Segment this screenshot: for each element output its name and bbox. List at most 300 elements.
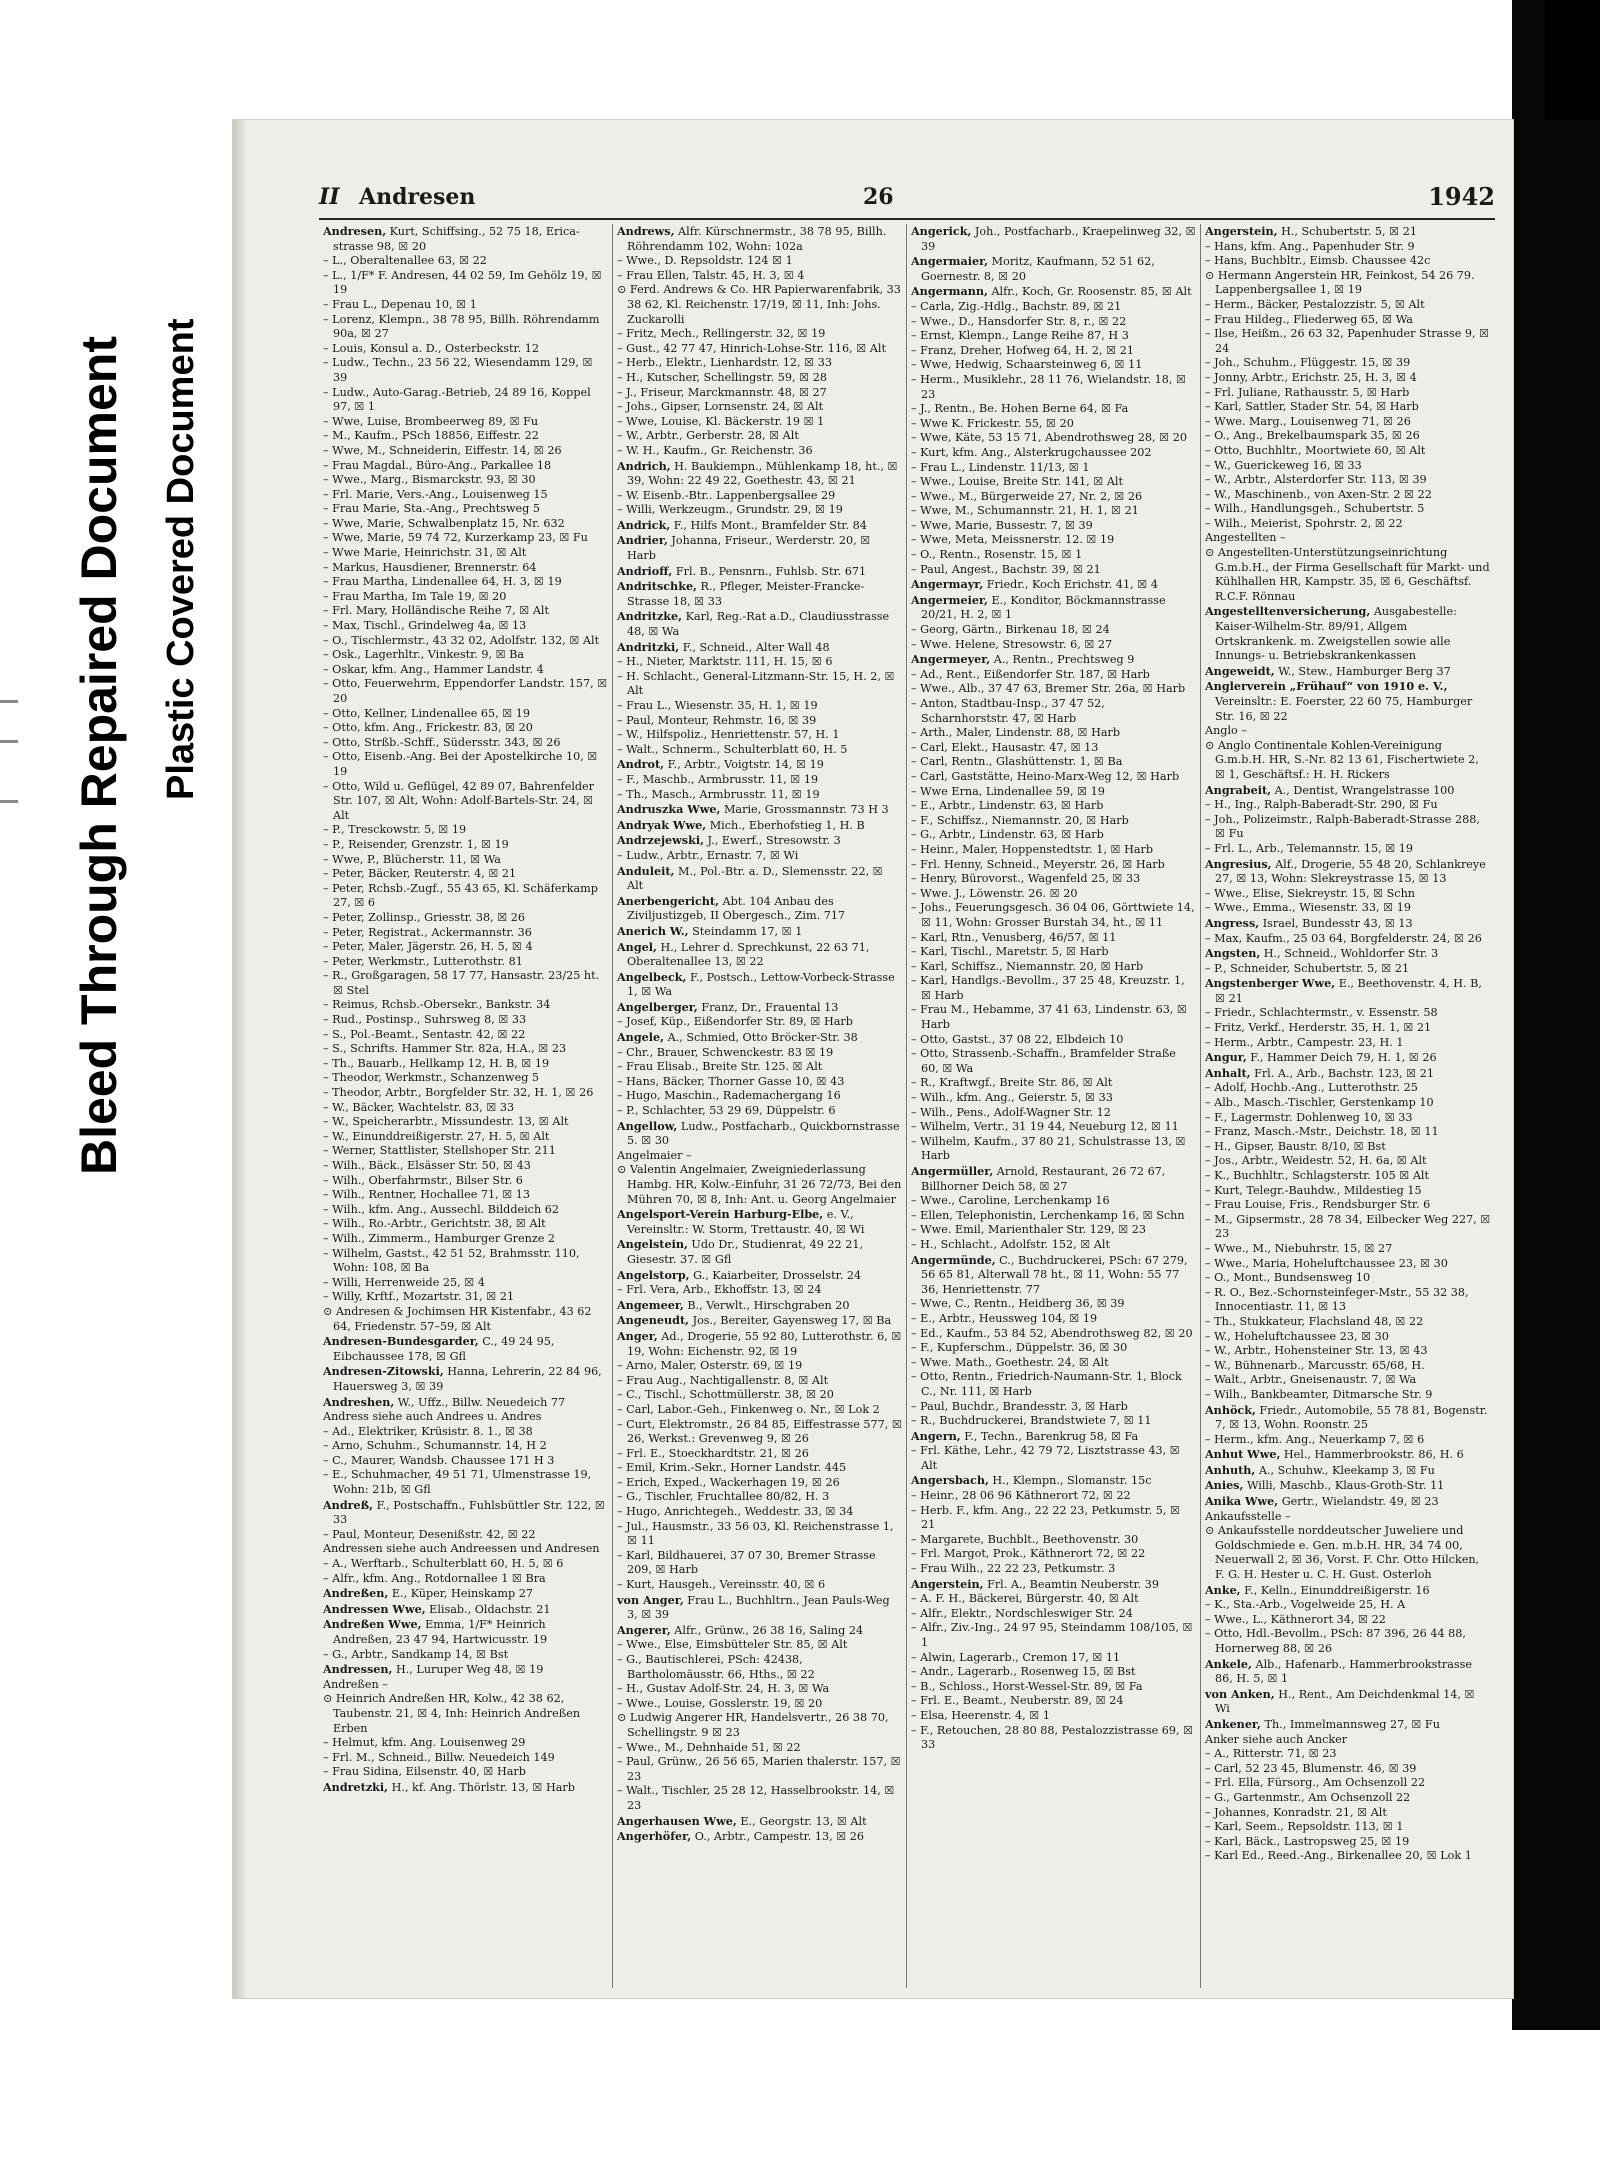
directory-entry: – H., Schlacht., Adolfstr. 152, ☒ Alt [911,1237,1110,1251]
directory-entry: – M., Gipsermstr., 28 78 34, Eilbecker Weg 227, ☒ 23 [1205,1212,1491,1241]
directory-entry: – Joh., Polizeimstr., Ralph-Baberadt-Strasse 288, ☒ Fu [1205,812,1480,841]
directory-entry: – Theodor, Arbtr., Borgfelder Str. 32, H. 1, ☒ 26 [323,1086,594,1100]
directory-entry: – Hugo, Maschin., Rademachergang 16 [617,1089,841,1103]
directory-entry: – Erich, Exped., Wackerhagen 19, ☒ 26 [617,1475,840,1489]
directory-entry: – F., Kupferschm., Düppelstr. 36, ☒ 30 [911,1341,1128,1355]
directory-entry: – G., Arbtr., Sandkamp 14, ☒ Bst [323,1647,509,1661]
directory-entry: – Frau Martha, Im Tale 19, ☒ 20 [323,589,507,603]
directory-entry: – Ellen, Telephonistin, Lerchenkamp 16, ☒ Schn [911,1208,1185,1222]
directory-entry: – Ad., Rent., Eißendorfer Str. 187, ☒ Harb [911,667,1150,681]
directory-entry: – W., Bäcker, Wachtelstr. 83, ☒ 33 [323,1100,515,1114]
directory-entry: Angersbach, H., Klempn., Slomanstr. 15c [911,1473,1152,1488]
directory-entry: – Wwe., Else, Eimsbütteler Str. 85, ☒ Alt [617,1638,848,1652]
directory-entry: Andrzejewski, J., Ewerf., Stresowstr. 3 [617,833,841,848]
directory-entry: Andryak Wwe, Mich., Eberhofstieg 1, H. B [617,817,865,832]
directory-entry: – Frl. E., Stoeckhardtstr. 21, ☒ 26 [617,1446,809,1460]
directory-entry: – Karl Ed., Reed.-Ang., Birkenallee 20, ☒ Lok 1 [1205,1849,1472,1863]
page-binding-shadow [233,120,247,1998]
directory-entry: Angerer, Alfr., Grünw., 26 38 16, Saling 24 [617,1622,864,1637]
directory-entry: – G., Arbtr., Lindenstr. 63, ☒ Harb [911,828,1104,842]
directory-entry: Andreßen Wwe, Emma, 1/F* Heinrich Andreßen, 23 47 94, Hartwicusstr. 19 [323,1617,548,1646]
directory-entry: – G., Bautischlerei, PSch: 42438, Bartholomäusstr. 66, Hths., ☒ 22 [617,1653,815,1681]
directory-entry: Anerbengericht, Abt. 104 Anbau des Ziviljustizgeb, II Obergesch., Zim. 717 [617,893,846,923]
directory-entry: – W. H., Kaufm., Gr. Reichenstr. 36 [617,443,813,457]
page-header [319,174,1495,220]
directory-entry: – Lorenz, Klempn., 38 78 95, Billh. Röhrendamm 90a, ☒ 27 [323,312,600,341]
directory-entry: – Wwe Marie, Heinrichstr. 31, ☒ Alt [323,546,527,560]
directory-entry: – Karl, Rtn., Venusberg, 46/57, ☒ 11 [911,930,1117,944]
directory-entry: – Ilse, Heißm., 26 63 32, Papenhuder Strasse 9, ☒ 24 [1205,327,1490,355]
directory-entry: – Wwe., L., Käthnerort 34, ☒ 22 [1205,1612,1386,1626]
directory-entry: – Wilh., Pens., Adolf-Wagner Str. 12 [911,1105,1111,1119]
directory-entry: – Wwe, P., Blücherstr. 11, ☒ Wa [323,852,501,866]
directory-entry: – W. Eisenb.-Btr.. Lappenbergsallee 29 [617,488,836,502]
directory-entry: Andressen siehe auch Andreessen und Andresen [323,1542,600,1556]
directory-entry: – Th., Masch., Armbrusstr. 11, ☒ 19 [617,787,820,801]
directory-entry: – Adolf, Hochb.-Ang., Lutterothstr. 25 [1205,1081,1418,1095]
directory-entry: – Wwe. Marg., Louisenweg 71, ☒ 26 [1205,414,1411,428]
directory-entry: – C., Tischl., Schottmüllerstr. 38, ☒ 20 [617,1388,834,1402]
directory-entry: – Wilh., Oberfahrmstr., Bilser Str. 6 [323,1173,523,1187]
directory-entry: – Joh., Schuhm., Flüggestr. 15, ☒ 39 [1205,356,1411,370]
directory-entry: Angestelltenversicherung, Ausgabestelle: Kaiser-Wilhelm-Str. 89/91, Allgem Ortskrankenk. m. Zweigstellen sowie alle Innungs- u. Betriebskrankenkassen [1205,604,1457,663]
directory-entry: – Helmut, kfm. Ang. Louisenweg 29 [323,1736,526,1750]
directory-entry: – A. F. H., Bäckerei, Bürgerstr. 40, ☒ Alt [911,1592,1139,1606]
directory-entry: – Frau Aug., Nachtigallenstr. 8, ☒ Alt [617,1373,829,1387]
entry-columns [319,224,1495,1988]
directory-entry: – S., Schrifts. Hammer Str. 82a, H.A., ☒ 23 [323,1042,567,1056]
directory-entry: – Wwe, Luise, Brombeerweg 89, ☒ Fu [323,414,539,428]
directory-entry: Angelberger, Franz, Dr., Frauental 13 [617,999,839,1014]
directory-entry: – Wwe., Marg., Bismarckstr. 93, ☒ 30 [323,473,536,487]
directory-entry: – R., Großgaragen, 58 17 77, Hansastr. 23/25 ht. ☒ Stel [323,969,600,997]
directory-entry: – Frau Wilh., 22 22 23, Petkumstr. 3 [911,1562,1116,1576]
directory-entry: – Frl. Henny, Schneid., Meyerstr. 26, ☒ Harb [911,857,1165,871]
directory-entry: – A., Ritterstr. 71, ☒ 23 [1205,1747,1337,1761]
directory-entry: Anduleit, M., Pol.-Btr. a. D., Slemensstr. 22, ☒ Alt [617,863,883,893]
directory-entry: – Willy, Krftf., Mozartstr. 31, ☒ 21 [323,1290,515,1304]
directory-entry: Andrioff, Frl. B., Pensnrn., Fuhlsb. Str. 671 [617,563,867,578]
directory-entry: – Wwe., D., Hansdorfer Str. 8, r., ☒ 22 [911,314,1127,328]
directory-entry: – Peter, Registrat., Ackermannstr. 36 [323,925,532,939]
directory-entry: – Wilh., kfm. Ang., Geierstr. 5, ☒ 33 [911,1091,1113,1105]
directory-entry: – Kurt, kfm. Ang., Alsterkrugchaussee 202 [911,445,1152,459]
directory-entry: ⊙ Anglo Continentale Kohlen-Vereinigung G.m.b.H. HR, S.-Nr. 82 13 61, Fischertwiete 2, ☒ 1, Geschäftsf.: H. H. Rickers [1205,738,1479,781]
directory-entry: – E., Schuhmacher, 49 51 71, Ulmenstrasse 19, Wohn: 21b, ☒ Gfl [323,1468,592,1497]
directory-entry: – Wwe. J., Löwenstr. 26. ☒ 20 [911,886,1078,900]
directory-entry: – R., Kraftwgf., Breite Str. 86, ☒ Alt [911,1076,1113,1090]
directory-entry: Angermünde, C., Buchdruckerei, PSch: 67 279, 56 65 81, Alterwall 78 ht., ☒ 11, Wohn: 55 77 36, Henriettenstr. 77 [911,1252,1188,1296]
directory-entry: Andritzki, F., Schneid., Alter Wall 48 [617,639,830,654]
directory-entry: – Arno, Maler, Osterstr. 69, ☒ 19 [617,1359,803,1373]
directory-entry: – G., Gartenmstr., Am Ochsenzoll 22 [1205,1790,1411,1804]
directory-entry: – P., Reisender, Grenzstr. 1, ☒ 19 [323,837,509,851]
directory-entry: – Franz, Masch.-Mstr., Deichstr. 18, ☒ 11 [1205,1125,1439,1139]
directory-entry: – Willi, Herrenweide 25, ☒ 4 [323,1275,485,1289]
directory-entry: Angern, F., Techn., Barenkrug 58, ☒ Fa [911,1428,1139,1443]
directory-entry: Anger, Ad., Drogerie, 55 92 80, Lutterothstr. 6, ☒ 19, Wohn: Eichenstr. 92, ☒ 19 [617,1328,902,1358]
directory-entry: ⊙ Ankaufsstelle norddeutscher Juweliere und Goldschmiede e. Gen. m.b.H. HR, 34 74 00, Neuerwall 2, ☒ 36, Vorst. F. Chr. Otto Hilcken, F. G. H. Hester u. C. H. Gust. Osterloh [1205,1524,1480,1582]
directory-entry: Angelstein, Udo Dr., Studienrat, 49 22 21, Giesestr. 37. ☒ Gfl [617,1237,864,1266]
directory-entry: – W., Speicherarbtr., Missundestr. 13, ☒ Alt [323,1115,569,1129]
directory-entry: – Herm., Arbtr., Campestr. 23, H. 1 [1205,1035,1404,1049]
directory-entry: – Oskar, kfm. Ang., Hammer Landstr. 4 [323,662,544,676]
directory-entry: – Karl, Tischl., Maretstr. 5, ☒ Harb [911,945,1109,959]
directory-entry: – H., Gustav Adolf-Str. 24, H. 3, ☒ Wa [617,1682,830,1696]
directory-entry: – Carla, Zig.-Hdlg., Bachstr. 89, ☒ 21 [911,299,1122,313]
directory-entry: Andreshen, W., Uffz., Billw. Neuedeich 77 [323,1394,566,1409]
directory-entry: – Franz, Dreher, Hofweg 64, H. 2, ☒ 21 [911,343,1134,357]
directory-entry: – Carl, Rentn., Glashüttenstr. 1, ☒ Ba [911,755,1123,769]
directory-entry: – Ad., Elektriker, Krüsistr. 8. 1., ☒ 38 [323,1424,533,1438]
directory-entry: – Wwe, Meta, Meissnerstr. 12. ☒ 19 [911,533,1115,547]
directory-entry: – Alb., Masch.-Tischler, Gerstenkamp 10 [1205,1096,1434,1110]
directory-entry: – K., Sta.-Arb., Vogelweide 25, H. A [1205,1598,1406,1612]
directory-entry: – Karl, Handlgs.-Bevollm., 37 25 48, Kreuzstr. 1, ☒ Harb [911,974,1185,1002]
directory-entry: – Otto, kfm. Ang., Frickestr. 83, ☒ 20 [323,721,533,735]
directory-entry: – Wwe., M., Bürgerweide 27, Nr. 2, ☒ 26 [911,489,1143,503]
directory-entry: – Georg, Gärtn., Birkenau 18, ☒ 24 [911,623,1110,637]
directory-entry: – Otto, Strassenb.-Schaffn., Bramfelder Straße 60, ☒ Wa [911,1047,1176,1075]
directory-entry: – W., Arbtr., Alsterdorfer Str. 113, ☒ 39 [1205,473,1427,487]
directory-entry: – Wwe., Alb., 37 47 63, Bremer Str. 26a, ☒ Harb [911,682,1186,696]
directory-entry: – Jul., Hausmstr., 33 56 03, Kl. Reichenstrasse 1, ☒ 11 [617,1519,894,1548]
directory-entry: – Frl. Vera, Arb., Ekhoffstr. 13, ☒ 24 [617,1283,822,1297]
directory-entry: – Max, Tischl., Grindelweg 4a, ☒ 13 [323,619,527,633]
directory-entry: ⊙ Andresen & Jochimsen HR Kistenfabr., 43 62 64, Friedenstr. 57–59, ☒ Alt [323,1304,592,1333]
directory-entry: – Chr., Brauer, Schwenckestr. 83 ☒ 19 [617,1045,834,1059]
directory-entry: Andrick, F., Hilfs Mont., Bramfelder Str. 84 [617,517,867,532]
directory-entry: Anglo – [1205,724,1247,738]
directory-entry: – Johs., Feuerungsgesch. 36 04 06, Görttwiete 14, ☒ 11, Wohn: Grosser Burstah 34, ht., ☒ 11 [911,901,1195,929]
directory-entry: – F., Schiffsz., Niemannstr. 20, ☒ Harb [911,813,1129,827]
directory-entry: Anhalt, Frl. A., Arb., Bachstr. 123, ☒ 21 [1205,1065,1434,1080]
directory-entry: Angellow, Ludw., Postfacharb., Quickbornstrasse 5. ☒ 30 [617,1118,900,1148]
directory-entry: Angerstein, H., Schubertstr. 5, ☒ 21 [1205,224,1417,238]
directory-entry: Andreßen – [323,1677,388,1691]
directory-entry: – E., Arbtr., Lindenstr. 63, ☒ Harb [911,799,1104,813]
directory-entry: Angestellten – [1205,531,1286,545]
directory-entry: – Curt, Elektromstr., 26 84 85, Eiffestrasse 577, ☒ 26, Werkst.: Grevenweg 9, ☒ 26 [617,1417,902,1446]
directory-entry: – Wwe, Käte, 53 15 71, Abendrothsweg 28, ☒ 20 [911,431,1187,445]
directory-entry: Andritschke, R., Pfleger, Meister-Francke-Strasse 18, ☒ 33 [617,579,865,608]
directory-entry: – O., Ang., Brekelbaumspark 35, ☒ 26 [1205,429,1420,443]
directory-entry: – Frl. Juliane, Rathausstr. 5, ☒ Harb [1205,385,1410,399]
directory-entry: Andritzke, Karl, Reg.-Rat a.D., Claudiusstrasse 48, ☒ Wa [617,609,890,639]
directory-entry: Anhöck, Friedr., Automobile, 55 78 81, Bogenstr. 7, ☒ 13, Wohn. Roonstr. 25 [1205,1402,1488,1432]
directory-entry: Ankele, Alb., Hafenarb., Hammerbrookstrasse 86, H. 5, ☒ 1 [1205,1656,1472,1686]
column-4 [1201,224,1495,1988]
directory-entry: – Karl, Sattler, Stader Str. 54, ☒ Harb [1205,400,1419,414]
directory-entry: Angermann, Alfr., Koch, Gr. Roosenstr. 85, ☒ Alt [911,284,1192,299]
section-number: II [319,184,340,210]
directory-entry: – W., Hilfspoliz., Henriettenstr. 57, H. 1 [617,728,840,742]
directory-entry: – M., Kaufm., PSch 18856, Eiffestr. 22 [323,429,539,443]
directory-entry: Angermaier, Moritz, Kaufmann, 52 51 62, Goernestr. 8, ☒ 20 [911,254,1155,283]
directory-entry: – Wwe., M., Dehnhaide 51, ☒ 22 [617,1740,801,1754]
directory-entry: – Wwe K. Frickestr. 55, ☒ 20 [911,416,1074,430]
directory-entry: – Wwe, Louise, Kl. Bäckerstr. 19 ☒ 1 [617,414,825,428]
directory-entry: – W., Bühnenarb., Marcusstr. 65/68, H. [1205,1358,1425,1372]
edge-mark [0,800,18,803]
directory-entry: – C., Maurer, Wandsb. Chaussee 171 H 3 [323,1453,555,1467]
directory-entry: – Wilh., kfm. Ang., Aussechl. Bilddeich 62 [323,1202,559,1216]
directory-entry: – Herb. F., kfm. Ang., 22 22 23, Petkumstr. 5, ☒ 21 [911,1503,1180,1532]
directory-entry: – Ludw., Techn., 23 56 22, Wiesendamm 129, ☒ 39 [323,356,593,384]
directory-entry: – Wwe, Hedwig, Schaarsteinweg 6, ☒ 11 [911,358,1143,372]
directory-entry: Anke, F., Kelln., Einunddreißigerstr. 16 [1205,1582,1430,1597]
directory-entry: Andruszka Wwe, Marie, Grossmannstr. 73 H 3 [617,802,889,817]
directory-entry: Anies, Willi, Maschb., Klaus-Groth-Str. 11 [1205,1478,1445,1493]
directory-entry: – Carl, Gaststätte, Heino-Marx-Weg 12, ☒ Harb [911,769,1180,783]
directory-entry: – Frau Louise, Fris., Rendsburger Str. 6 [1205,1198,1431,1212]
directory-entry: – Carl, Labor.-Geh., Finkenweg o. Nr., ☒ Lok 2 [617,1402,880,1416]
directory-entry: – Frl. Marie, Vers.-Ang., Louisenweg 15 [323,487,548,501]
directory-entry: Andreßen, E., Küper, Heinskamp 27 [323,1586,533,1601]
directory-entry: – Louis, Konsul a. D., Osterbeckstr. 12 [323,341,539,355]
directory-entry: – W., Guerickeweg 16, ☒ 33 [1205,458,1362,472]
directory-entry: – Paul, Grünw., 26 56 65, Marien thalerstr. 157, ☒ 23 [617,1755,901,1783]
directory-entry: – Otto, Kellner, Lindenallee 65, ☒ 19 [323,706,531,720]
directory-entry: – Frl. E., Beamt., Neuberstr. 89, ☒ 24 [911,1694,1124,1708]
directory-entry: Andressen Wwe, Elisab., Oldachstr. 21 [323,1601,551,1616]
directory-entry: – Frl. Ella, Fürsorg., Am Ochsenzoll 22 [1205,1776,1426,1790]
directory-entry: – Ludw., Auto-Garag.-Betrieb, 24 89 16, Koppel 97, ☒ 1 [323,385,591,414]
directory-entry: Angerick, Joh., Postfacharb., Kraepelinweg 32, ☒ 39 [911,224,1196,253]
directory-entry: – Max, Kaufm., 25 03 64, Borgfelderstr. 24, ☒ 26 [1205,931,1482,945]
directory-entry: – H., Gipser, Baustr. 8/10, ☒ Bst [1205,1139,1386,1153]
directory-entry: – Wwe., Caroline, Lerchenkamp 16 [911,1194,1110,1208]
directory-entry: – Wwe, M., Schumannstr. 21, H. 1, ☒ 21 [911,504,1139,518]
directory-entry: Andress siehe auch Andrees u. Andres [323,1410,542,1424]
directory-entry: – Frau L., Lindenstr. 11/13, ☒ 1 [911,460,1090,474]
directory-entry: – Wwe, Marie, Bussestr. 7, ☒ 39 [911,518,1093,532]
directory-entry: – Arth., Maler, Lindenstr. 88, ☒ Harb [911,726,1121,740]
directory-entry: – Johannes, Konradstr. 21, ☒ Alt [1205,1805,1387,1819]
year: 1942 [1428,182,1495,211]
directory-entry: Angerhöfer, O., Arbtr., Campestr. 13, ☒ 26 [617,1829,865,1844]
directory-entry: – Otto, Eisenb.-Ang. Bei der Apostelkirche 10, ☒ 19 [323,750,598,778]
directory-entry: Angermayr, Friedr., Koch Erichstr. 41, ☒ 4 [911,577,1158,592]
directory-entry: Anika Wwe, Gertr., Wielandstr. 49, ☒ 23 [1205,1494,1439,1509]
directory-entry: – P., Schlachter, 53 29 69, Düppelstr. 6 [617,1104,836,1118]
directory-entry: – Carl, 52 23 45, Blumenstr. 46, ☒ 39 [1205,1761,1417,1775]
directory-entry: – R., Buchdruckerei, Brandstwiete 7, ☒ 11 [911,1414,1152,1428]
directory-entry: Andresen-Zitowski, Hanna, Lehrerin, 22 84 96, Hauersweg 3, ☒ 39 [323,1364,602,1393]
scan-edge-top [1545,0,1600,120]
directory-entry: – Otto, Hdl.-Bevollm., PSch: 87 396, 26 44 88, Hornerweg 88, ☒ 26 [1205,1627,1466,1655]
directory-entry: – J., Friseur, Marckmannstr. 48, ☒ 27 [617,385,827,399]
directory-entry: – Walt., Arbtr., Gneisenaustr. 7, ☒ Wa [1205,1373,1417,1387]
scan-edge [1512,0,1600,2030]
directory-entry: – Frl. M., Schneid., Billw. Neuedeich 149 [323,1750,555,1764]
directory-entry: – R. O., Bez.-Schornsteinfeger-Mstr., 55 32 38, Innocentiastr. 11, ☒ 13 [1205,1285,1469,1314]
directory-entry: – Heinr., Maler, Hoppenstedtstr. 1, ☒ Harb [911,842,1154,856]
directory-entry: Angermeier, E., Konditor, Böckmannstrasse 20/21, H. 2, ☒ 1 [911,592,1166,622]
directory-entry: – W., Einunddreißigerstr. 27, H. 5, ☒ Alt [323,1129,550,1143]
directory-entry: – Frau Marie, Sta.-Ang., Prechtsweg 5 [323,502,540,516]
directory-entry: – Wilh., Rentner, Hochallee 71, ☒ 13 [323,1188,531,1202]
directory-entry: – Walt., Tischler, 25 28 12, Hasselbrookstr. 14, ☒ 23 [617,1784,895,1812]
directory-entry: – Wwe., Louise, Breite Str. 141, ☒ Alt [911,475,1123,489]
directory-entry: – Theodor, Werkmstr., Schanzenweg 5 [323,1071,540,1085]
directory-entry: – Fritz, Verkf., Herderstr. 35, H. 1, ☒ 21 [1205,1021,1432,1035]
directory-entry: von Anken, H., Rent., Am Deichdenkmal 14, ☒ Wi [1205,1686,1475,1716]
column-2 [613,224,907,1988]
directory-entry: – O., Rentn., Rosenstr. 15, ☒ 1 [911,548,1083,562]
directory-entry: – L., 1/F* F. Andresen, 44 02 59, Im Gehölz 19, ☒ 19 [323,268,602,297]
directory-entry: – Frau Magdal., Büro-Ang., Parkallee 18 [323,458,552,472]
directory-entry: ⊙ Hermann Angerstein HR, Feinkost, 54 26 79. Lappenbergsallee 1, ☒ 19 [1205,268,1475,297]
directory-entry: – Wilhelm, Gastst., 42 51 52, Brahmsstr. 110, Wohn: 108, ☒ Ba [323,1246,580,1275]
directory-entry: – H., Ing., Ralph-Baberadt-Str. 290, ☒ Fu [1205,798,1438,812]
directory-entry: – B., Schloss., Horst-Wessel-Str. 89, ☒ Fa [911,1679,1143,1693]
directory-entry: – Peter, Bäcker, Reuterstr. 4, ☒ 21 [323,867,517,881]
directory-entry: Angelsport-Verein Harburg-Elbe, e. V., Vereinsltr.: W. Storm, Trettaustr. 40, ☒ Wi [617,1207,865,1236]
directory-entry: – Frau L., Wiesenstr. 35, H. 1, ☒ 19 [617,699,818,712]
directory-entry: – Herb., Elektr., Lienhardstr. 12, ☒ 33 [617,356,832,370]
directory-entry: – Osk., Lagerhltr., Vinkestr. 9, ☒ Ba [323,648,525,662]
directory-entry: – Frl. Käthe, Lehr., 42 79 72, Lisztstrasse 43, ☒ Alt [911,1444,1180,1472]
directory-entry: – Otto, Rentn., Friedrich-Naumann-Str. 1, Block C., Nr. 111, ☒ Harb [911,1370,1182,1398]
directory-entry: – Wwe, Marie, Schwalbenplatz 15, Nr. 632 [323,516,565,530]
edge-mark [0,740,18,743]
directory-entry: Andrews, Alfr. Kürschnermstr., 38 78 95, Billh. Röhrendamm 102, Wohn: 102a [617,224,887,253]
directory-entry: – O., Mont., Bundsensweg 10 [1205,1271,1371,1285]
directory-entry: Andresen, Kurt, Schiffsing., 52 75 18, Erica-strasse 98, ☒ 20 [323,224,580,253]
column-1 [319,224,613,1988]
directory-entry: von Anger, Frau L., Buchhltrn., Jean Pauls-Weg 3, ☒ 39 [617,1592,890,1622]
directory-entry: – Herm., Bäcker, Pestalozzistr. 5, ☒ Alt [1205,297,1425,311]
directory-entry: – Otto, Wild u. Geflügel, 42 89 07, Bahrenfelder Str. 107, ☒ Alt, Wohn: Adolf-Bartels-Str. 24, ☒ Alt [323,779,595,822]
directory-entry: – Hans, kfm. Ang., Papenhuder Str. 9 [1205,239,1415,253]
directory-entry: – A., Werftarb., Schulterblatt 60, H. 5, ☒ 6 [323,1557,564,1571]
directory-entry: – Fritz, Mech., Rellingerstr. 32, ☒ 19 [617,327,826,341]
directory-entry: – F., Retouchen, 28 80 88, Pestalozzistrasse 69, ☒ 33 [911,1723,1194,1752]
directory-entry: – Frau Martha, Lindenallee 64, H. 3, ☒ 19 [323,575,562,589]
directory-entry: – Carl, Elekt., Hausastr. 47, ☒ 13 [911,740,1099,754]
directory-entry: – Wwe., Louise, Gosslerstr. 19, ☒ 20 [617,1696,823,1710]
directory-entry: ⊙ Ferd. Andrews & Co. HR Papierwarenfabrik, 33 38 62, Kl. Reichenstr. 17/19, ☒ 11, Inh: Johs. Zuckarolli [617,283,901,326]
directory-entry: – Wwe, C., Rentn., Heidberg 36, ☒ 39 [911,1297,1125,1311]
directory-entry: – Kurt, Telegr.-Bauhdw., Mildestieg 15 [1205,1183,1422,1197]
directory-entry: – Wwe., Emma., Wiesenstr. 33, ☒ 19 [1205,901,1411,915]
directory-entry: Angerhausen Wwe, E., Georgstr. 13, ☒ Alt [617,1813,867,1828]
directory-entry: Angelstorp, G., Kaiarbeiter, Drosselstr. 24 [617,1267,862,1282]
directory-entry: Andrich, H. Baukiempn., Mühlenkamp 18, ht., ☒ 39, Wohn: 22 49 22, Goethestr. 43, ☒ 21 [617,458,898,488]
directory-entry: – Wwe. Helene, Stresowstr. 6, ☒ 27 [911,637,1113,651]
directory-entry: – Frau L., Depenau 10, ☒ 1 [323,297,477,311]
directory-entry: – Gust., 42 77 47, Hinrich-Lohse-Str. 116, ☒ Alt [617,341,886,355]
directory-entry: – Peter, Maler, Jägerstr. 26, H. 5, ☒ 4 [323,940,533,954]
directory-entry: Andretzki, H., kf. Ang. Thörlstr. 13, ☒ Harb [323,1779,575,1794]
directory-entry: – Andr., Lagerarb., Rosenweg 15, ☒ Bst [911,1665,1136,1679]
bleed-through-label: Bleed Through Repaired Document [71,336,127,1175]
directory-entry: – Johs., Gipser, Lornsenstr. 24, ☒ Alt [617,400,824,414]
directory-entry: – Otto, Buchhltr., Moortwiete 60, ☒ Alt [1205,443,1426,457]
directory-entry: – Wwe., M., Niebuhrstr. 15, ☒ 27 [1205,1241,1393,1255]
directory-entry: – Wilh., Ro.-Arbtr., Gerichtstr. 38, ☒ Alt [323,1217,546,1231]
directory-entry: Angermeyer, A., Rentn., Prechtsweg 9 [911,652,1135,667]
directory-entry: Angel, H., Lehrer d. Sprechkunst, 22 63 71, Oberaltenallee 13, ☒ 22 [617,939,870,969]
directory-entry: – Anton, Stadtbau-Insp., 37 47 52, Scharnhorststr. 47, ☒ Harb [911,697,1105,725]
directory-entry: – H., Kutscher, Schellingstr. 59, ☒ 28 [617,370,827,384]
directory-entry: ⊙ Angestellten-Unterstützungseinrichtung G.m.b.H., der Firma Gesellschaft für Markt- und Kühlhallen HR, Kampstr. 35, ☒ 6, Geschäftsf. R.C.F. Rönnau [1205,546,1490,603]
directory-entry: – Herm., kfm. Ang., Neuerkamp 7, ☒ 6 [1205,1432,1425,1446]
directory-entry: – Wilhelm, Vertr., 31 19 44, Neueburg 12, ☒ 11 [911,1120,1179,1134]
directory-entry: Angrabeit, A., Dentist, Wrangelstrasse 100 [1205,782,1455,797]
directory-entry: Angsten, H., Schneid., Wohldorfer Str. 3 [1205,946,1439,961]
directory-entry: – Karl, Seem., Repsoldstr. 113, ☒ 1 [1205,1820,1404,1834]
directory-entry: – Willi, Werkzeugm., Grundstr. 29, ☒ 19 [617,503,843,517]
directory-entry: – P., Schneider, Schubertstr. 5, ☒ 21 [1205,961,1410,975]
directory-entry: – Wwe, M., Schneiderin, Eiffestr. 14, ☒ 26 [323,443,562,457]
directory-entry: – Frl. Margot, Prok., Käthnerort 72, ☒ 22 [911,1547,1146,1561]
directory-entry: Anerich W., Steindamm 17, ☒ 1 [617,923,803,938]
directory-entry: – Jos., Arbtr., Weidestr. 52, H. 6a, ☒ Alt [1205,1154,1427,1168]
directory-entry: Angstenberger Wwe, E., Beethovenstr. 4, H. B, ☒ 21 [1205,976,1482,1005]
directory-entry: Anglerverein „Frühauf“ von 1910 e. V., Vereinsltr.: E. Foerster, 22 60 75, Hamburger Str. 16, ☒ 22 [1205,679,1473,723]
directory-entry: – Wilh., Bäck., Elsässer Str. 50, ☒ 43 [323,1159,531,1172]
directory-entry: Angeweidt, W., Stew., Hamburger Berg 37 [1205,663,1451,678]
column-3 [907,224,1201,1988]
directory-entry: – Th., Bauarb., Hellkamp 12, H. B, ☒ 19 [323,1056,550,1070]
directory-entry: ⊙ Valentin Angelmaier, Zweigniederlassung Hambg. HR, Kolw.-Einfuhr, 31 26 72/73, Bei den Mühren 70, ☒ 8, Inh: Ant. u. Georg Angelmaier [617,1163,902,1206]
directory-entry: – Wilh., Bankbeamter, Ditmarsche Str. 9 [1205,1387,1433,1401]
directory-entry: – W., Arbtr., Gerberstr. 28, ☒ Alt [617,429,799,443]
directory-entry: – H., Nieter, Marktstr. 111, H. 15, ☒ 6 [617,655,833,669]
directory-entry: – Karl, Bildhauerei, 37 07 30, Bremer Strasse 209, ☒ Harb [617,1548,876,1577]
side-label [0,0,240,2177]
directory-entry: – Werner, Stattlister, Stellshoper Str. 211 [323,1144,556,1158]
directory-entry: – Hans, Buchbltr., Eimsb. Chaussee 42c [1205,254,1431,268]
directory-entry: – S., Pol.-Beamt., Sentastr. 42, ☒ 22 [323,1027,526,1041]
directory-entry: – Henry, Bürovorst., Wagenfeld 25, ☒ 33 [911,872,1141,886]
directory-page [233,120,1513,1998]
directory-entry: – Frau Elisab., Breite Str. 125. ☒ Alt [617,1060,823,1074]
directory-entry: Angerstein, Frl. A., Beamtin Neuberstr. 39 [911,1576,1160,1591]
directory-entry: – Elsa, Heerenstr. 4, ☒ 1 [911,1708,1050,1722]
directory-entry: – Ludw., Arbtr., Ernastr. 7, ☒ Wi [617,848,799,862]
directory-entry: – Otto, Strßb.-Schff., Südersstr. 343, ☒ 26 [323,735,561,749]
directory-entry: – Wwe. Math., Goethestr. 24, ☒ Alt [911,1355,1109,1369]
directory-entry: – P., Tresckowstr. 5, ☒ 19 [323,823,467,837]
directory-entry: – Friedr., Schlachtermstr., v. Essenstr. 58 [1205,1006,1438,1020]
directory-entry: – Josef, Küp., Eißendorfer Str. 89, ☒ Harb [617,1015,853,1029]
directory-entry: – Ernst, Klempn., Lange Reihe 87, H 3 [911,329,1129,343]
directory-entry: – Frl. L., Arb., Telemannstr. 15, ☒ 19 [1205,841,1414,855]
directory-entry: – Paul, Monteur, Rehmstr. 16, ☒ 39 [617,713,817,727]
directory-entry: – Peter, Rchsb.-Zugf., 55 43 65, Kl. Schäferkamp 27, ☒ 6 [323,881,598,910]
directory-entry: Angelmaier – [617,1148,692,1162]
directory-entry: – Jonny, Arbtr., Erichstr. 25, H. 3, ☒ 4 [1205,370,1417,384]
directory-entry: – Wilh., Handlungsgeh., Schubertstr. 5 [1205,502,1425,516]
directory-entry: – Wwe., Elise, Siekreystr. 15, ☒ Schn [1205,886,1415,900]
directory-entry: – Frl. Mary, Holländische Reihe 7, ☒ Alt [323,604,549,618]
directory-entry: – Alfr., Elektr., Nordschleswiger Str. 24 [911,1606,1133,1620]
directory-entry: – Hans, Bäcker, Thorner Gasse 10, ☒ 43 [617,1074,845,1088]
directory-entry: – Alfr., kfm. Ang., Rotdornallee 1 ☒ Bra [323,1571,546,1585]
directory-entry: – Frau Ellen, Talstr. 45, H. 3, ☒ 4 [617,268,805,282]
directory-entry: – Reimus, Rchsb.-Obersekr., Bankstr. 34 [323,998,551,1012]
directory-entry: – Peter, Zollinsp., Griesstr. 38, ☒ 26 [323,910,526,924]
directory-entry: Andressen, H., Luruper Weg 48, ☒ 19 [323,1662,544,1677]
directory-entry: – W., Hoheluftchaussee 23, ☒ 30 [1205,1329,1389,1343]
directory-entry: Angele, A., Schmied, Otto Bröcker-Str. 38 [617,1030,858,1045]
directory-entry: – Ed., Kaufm., 53 84 52, Abendrothsweg 82, ☒ 20 [911,1326,1193,1340]
directory-entry: – Th., Stukkateur, Flachsland 48, ☒ 22 [1205,1314,1424,1328]
directory-entry: – Paul, Buchdr., Brandesstr. 3, ☒ Harb [911,1399,1128,1413]
